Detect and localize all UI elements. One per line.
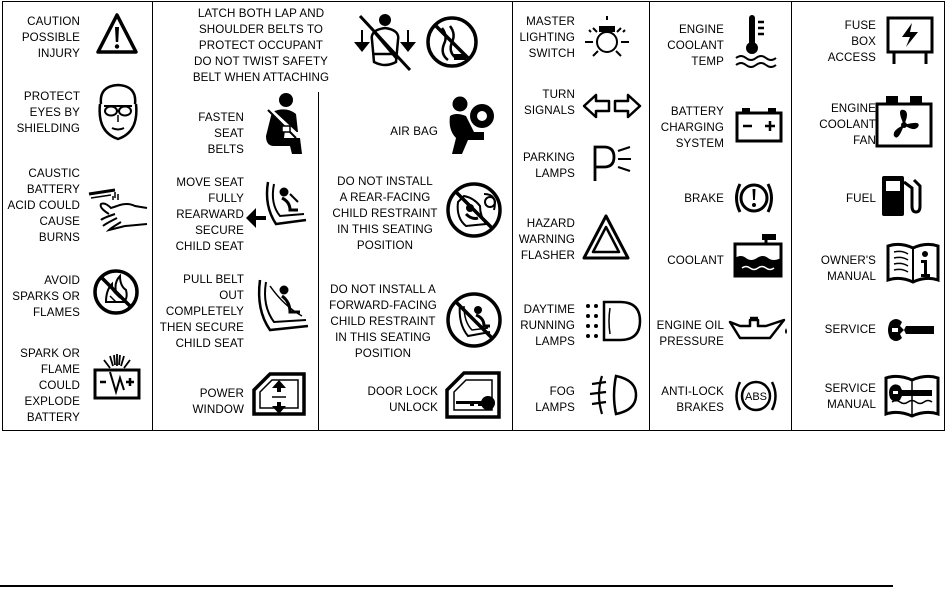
coolant-level-icon [732, 232, 784, 278]
door-lock-icon [444, 370, 502, 420]
owners-manual-label: OWNER'S MANUAL [820, 254, 876, 283]
column-divider [152, 1, 153, 431]
fasten-belts-label: FASTEN SEAT BELTS [198, 111, 244, 156]
column-divider [649, 1, 650, 431]
coolant-temp-label: ENGINE COOLANT TEMP [667, 23, 724, 68]
master-lighting-icon [581, 14, 633, 66]
battery-charging-label: BATTERY CHARGING SYSTEM [660, 105, 724, 150]
door-lock-label: DOOR LOCK UNLOCK [367, 385, 438, 414]
acid-burn-hand-icon [87, 184, 149, 234]
fuel-pump-icon [880, 172, 924, 220]
rear-facing-label: DO NOT INSTALL A REAR-FACING CHILD RESTRAINT IN THIS SEATING POSITION [332, 175, 438, 252]
oil-pressure-label: ENGINE OIL PRESSURE [656, 319, 724, 348]
fuel-label: FUEL [845, 192, 876, 205]
spark-explode-label: SPARK OR FLAME COULD EXPLODE BATTERY [20, 347, 80, 424]
column-divider [512, 1, 513, 431]
avoid-sparks-label: AVOID SPARKS OR FLAMES [12, 274, 80, 319]
power-window-icon [250, 370, 308, 418]
service-label: SERVICE [824, 323, 876, 336]
coolant-temp-icon [734, 12, 778, 68]
brake-label: BRAKE [684, 192, 724, 205]
daytime-lamps-label: DAYTIME RUNNING LAMPS [520, 303, 575, 348]
coolant-fan-label: ENGINE COOLANT FAN [819, 102, 876, 147]
caution-label: CAUTION POSSIBLE INJURY [21, 15, 80, 60]
brake-warning-icon [732, 176, 776, 220]
page-rule [0, 585, 893, 587]
exploding-battery-icon [92, 352, 142, 402]
abs-badge: ABS [744, 391, 767, 403]
forward-facing-label: DO NOT INSTALL A FORWARD-FACING CHILD RESTRAINT IN THIS SEATING POSITION [329, 283, 437, 360]
child-seat-belt-icon [254, 276, 312, 336]
fog-lamps-label: FOG LAMPS [535, 385, 575, 414]
no-twisted-belt-icon [424, 14, 480, 70]
anti-lock-label: ANTI-LOCK BRAKES [661, 385, 724, 414]
seatbelt-icon [256, 92, 308, 156]
column-divider [318, 92, 319, 431]
pull-belt-label: PULL BELT OUT COMPLETELY THEN SECURE CHILD SEAT [159, 273, 244, 350]
move-seat-label: MOVE SEAT FULLY REARWARD SECURE CHILD SEAT [175, 176, 244, 253]
daytime-lamps-icon [582, 298, 644, 344]
battery-icon [734, 104, 784, 144]
fuse-icon [884, 16, 936, 66]
oil-can-icon [728, 314, 790, 344]
protect-eyes-label: PROTECT EYES BY SHIELDING [16, 90, 80, 135]
coolant-fan-icon [874, 94, 934, 148]
power-window-label: POWER WINDOW [192, 387, 244, 416]
service-manual-icon [884, 372, 940, 418]
child-seat-rearward-icon [246, 176, 310, 232]
column-divider [791, 1, 792, 431]
no-rear-facing-seat-icon [444, 180, 504, 240]
caustic-acid-label: CAUSTIC BATTERY ACID COULD CAUSE BURNS [7, 167, 80, 244]
latch-belts-label: LATCH BOTH LAP AND SHOULDER BELTS TO PROTECT OCCUPANT DO NOT TWIST SAFETY BELT WHEN ATTACHING [192, 7, 330, 84]
owners-manual-icon [886, 242, 940, 284]
belt-latch-icon [352, 12, 418, 76]
fog-lamps-icon [586, 372, 642, 418]
hazard-triangle-icon [581, 213, 631, 261]
turn-signals-icon [582, 92, 642, 120]
master-lighting-label: MASTER LIGHTING SWITCH [519, 15, 575, 60]
fuse-box-label: FUSE BOX ACCESS [827, 19, 876, 64]
parking-lamps-label: PARKING LAMPS [522, 151, 575, 180]
no-flames-icon [92, 268, 140, 316]
face-shield-icon [93, 82, 143, 142]
turn-signals-label: TURN SIGNALS [524, 88, 575, 117]
airbag-icon [444, 94, 496, 156]
caution-triangle-icon [95, 12, 139, 56]
no-forward-facing-seat-icon [444, 290, 504, 350]
service-manual-label: SERVICE MANUAL [824, 382, 876, 411]
wrench-icon [886, 318, 936, 342]
air-bag-label: AIR BAG [390, 125, 438, 138]
hazard-label: HAZARD WARNING FLASHER [518, 217, 575, 262]
parking-lamps-icon [590, 143, 634, 183]
coolant-label: COOLANT [667, 254, 724, 267]
